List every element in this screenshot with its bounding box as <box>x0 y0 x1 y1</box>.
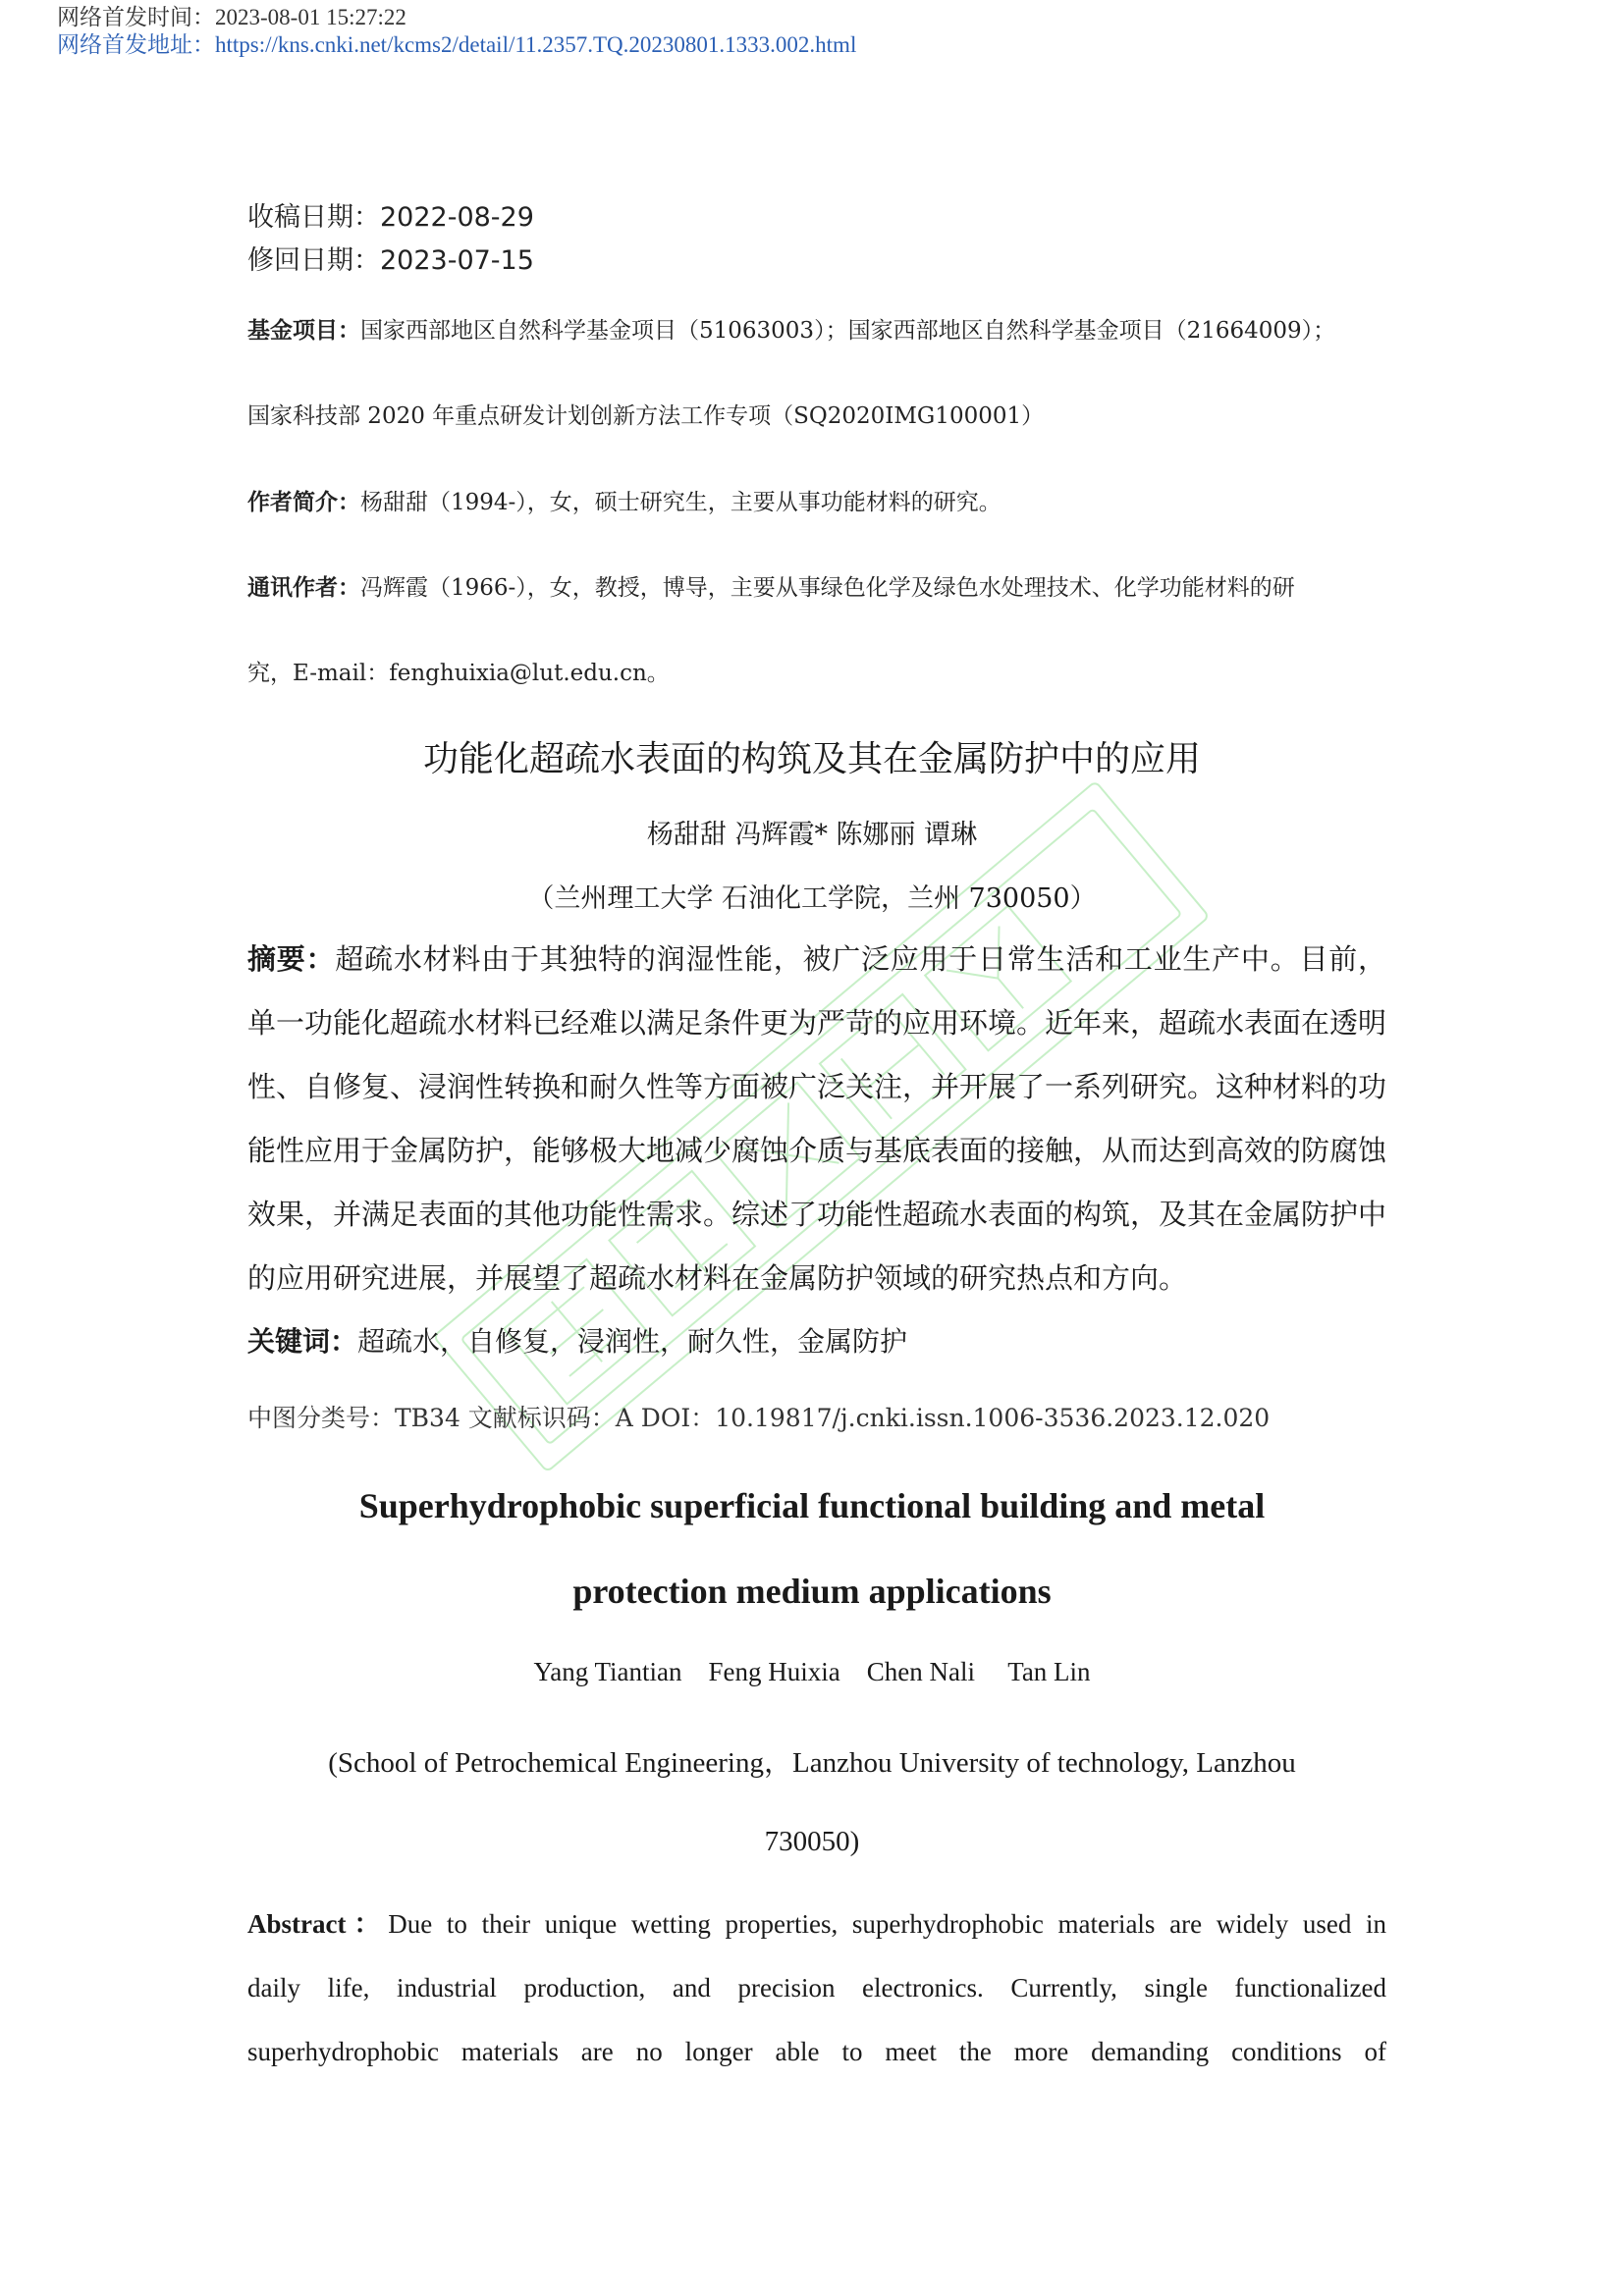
abstract-en <box>247 1893 1386 2084</box>
abstract-en-line <box>247 1893 1386 1956</box>
keywords-text: 超疏水，自修复，浸润性，耐久性，金属防护 <box>357 1325 908 1358</box>
abstract-cn-text: 超疏水材料由于其独特的润湿性能，被广泛应用于日常生活和工业生产中。目前， <box>335 942 1386 976</box>
title-en-line-2: protection medium applications <box>572 1572 1052 1611</box>
authors-en: Yang Tiantian Feng Huixia Chen Nali Tan Lin <box>533 1657 1091 1686</box>
abstract-cn-line: 能性应用于金属防护，能够极大地减少腐蚀介质与基底表面的接触，从而达到高效的防腐蚀 <box>247 1134 1387 1167</box>
abstract-en-text: Due to their unique wetting properties, superhydrophobic materials are widely used in <box>388 1909 1386 1939</box>
author-bio-text: 杨甜甜（1994-），女，硕士研究生，主要从事功能材料的研究。 <box>360 490 1001 515</box>
abstract-cn-line: 的应用研究进展，并展望了超疏水材料在金属防护领域的研究热点和方向。 <box>247 1261 1188 1295</box>
corresponding-line-1: 冯辉霞（1966-），女，教授，博导，主要从事绿色化学及绿色水处理技术、化学功能材料的研 <box>360 575 1295 601</box>
abstract-cn-line: 单一功能化超疏水材料已经难以满足条件更为严苛的应用环境。近年来，超疏水表面在透明 <box>247 1006 1387 1040</box>
received-date: 收稿日期：2022-08-29 <box>247 202 534 233</box>
author-bio <box>247 484 1001 516</box>
author-bio-label: 作者简介： <box>247 490 360 515</box>
affiliation-en-line-2: 730050) <box>764 1826 860 1857</box>
abstract-cn-line: 性、自修复、浸润性转换和耐久性等方面被广泛关注，并开展了一系列研究。这种材料的功 <box>247 1070 1387 1103</box>
online-publish-url[interactable]: 网络首发地址：https://kns.cnki.net/kcms2/detail/11.2357.TQ.20230801.1333.002.html <box>57 32 857 57</box>
title-en-line-1: Superhydrophobic superficial functional building and metal <box>358 1486 1266 1525</box>
abstract-cn-line <box>247 928 1386 991</box>
authors-cn: 杨甜甜 冯辉霞* 陈娜丽 谭琳 <box>646 820 978 850</box>
online-publish-time: 网络首发时间：2023-08-01 15:27:22 <box>57 5 406 29</box>
fund-line-2: 国家科技部 2020 年重点研发计划创新方法工作专项（SQ2020IMG100001） <box>247 403 1045 429</box>
fund-info <box>247 312 1335 345</box>
corresponding-label: 通讯作者： <box>247 575 360 601</box>
abstract-cn-label: 摘要： <box>247 942 336 976</box>
affiliation-cn: （兰州理工大学 石油化工学院，兰州 730050） <box>527 883 1097 914</box>
affiliation-en-line-1: (School of Petrochemical Engineering，Lanzhou University of technology, Lanzhou <box>328 1747 1296 1779</box>
title-cn: 功能化超疏水表面的构筑及其在金属防护中的应用 <box>422 739 1201 779</box>
abstract-en-line: daily life, industrial production, and precision electronics. Currently, single functionalized <box>247 1973 1386 2002</box>
abstract-cn-line: 效果，并满足表面的其他功能性需求。综述了功能性超疏水表面的构筑，及其在金属防护中 <box>247 1198 1387 1231</box>
abstract-en-line: superhydrophobic materials are no longer able to meet the more demanding conditions of <box>247 2037 1386 2066</box>
keywords-cn <box>247 1320 907 1360</box>
corresponding-line-2: 究，E-mail：fenghuixia@lut.edu.cn。 <box>247 661 670 686</box>
corresponding-author <box>247 569 1295 602</box>
classification-doi: 中图分类号：TB34 文献标识码：A DOI：10.19817/j.cnki.issn.1006-3536.2023.12.020 <box>247 1404 1271 1432</box>
fund-label: 基金项目： <box>247 318 360 344</box>
abstract-cn <box>247 928 1386 1310</box>
keywords-label: 关键词： <box>247 1325 358 1358</box>
fund-line-1: 国家西部地区自然科学基金项目（51063003）；国家西部地区自然科学基金项目（21664009）； <box>360 318 1336 344</box>
abstract-en-label: Abstract： <box>247 1909 389 1939</box>
revised-date: 修回日期：2023-07-15 <box>247 245 534 276</box>
